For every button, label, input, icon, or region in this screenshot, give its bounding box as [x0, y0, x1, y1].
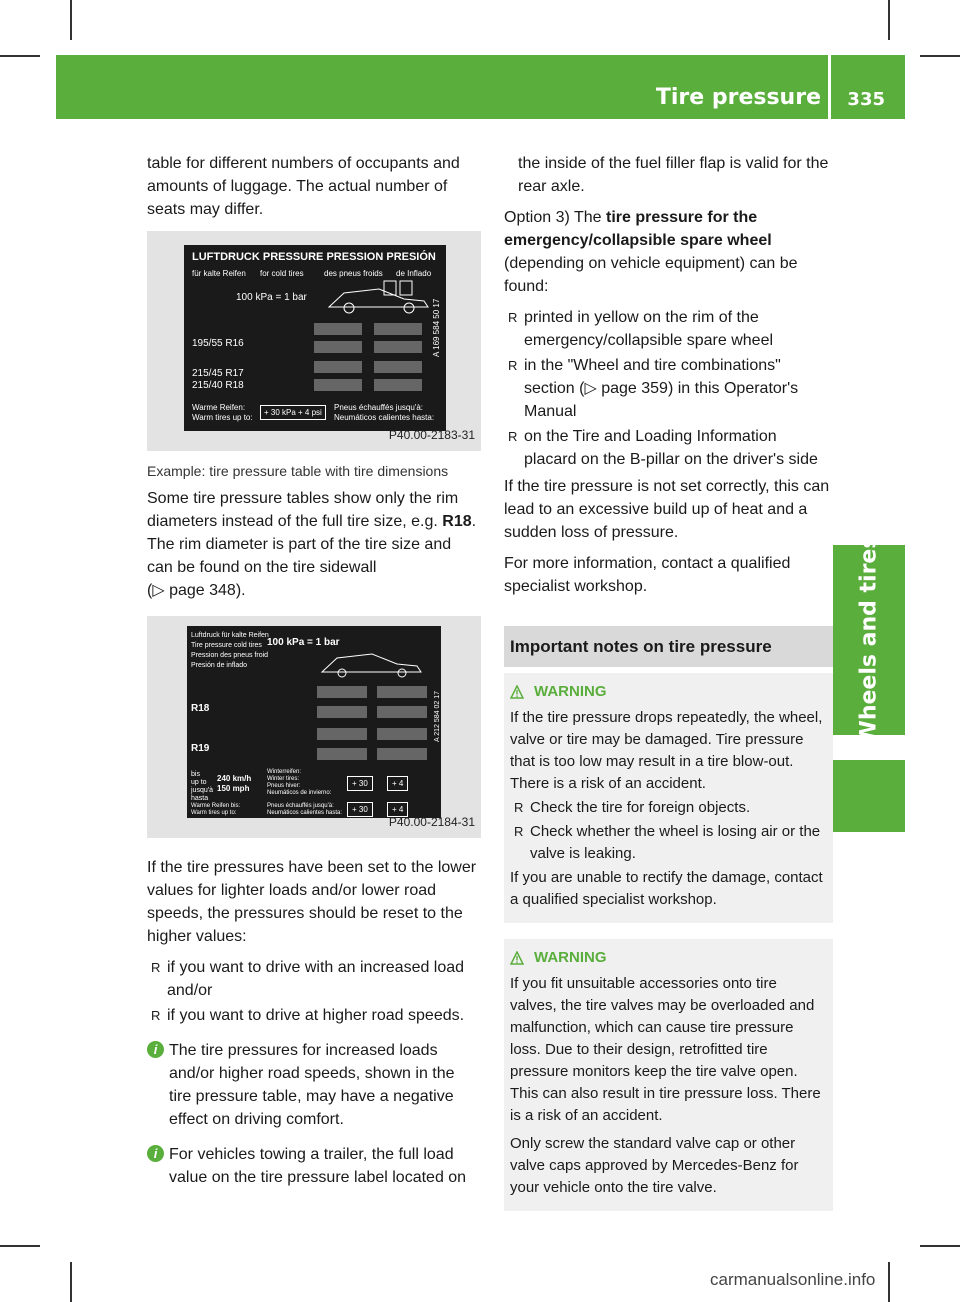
- label-subtitle: für kalte Reifen: [192, 269, 246, 278]
- bullet-item: R printed in yellow on the rim of the emergency/collapsible spare wheel: [504, 306, 833, 352]
- label-text: Winter tires:: [267, 776, 300, 782]
- page-title: Tire pressure: [655, 85, 821, 110]
- label-note: Warme Reifen:: [192, 403, 246, 412]
- label-title: LUFTDRUCK PRESSURE PRESSION PRESIÓN: [192, 251, 436, 263]
- label-text: Pneus échauffés jusqu'à:: [267, 803, 334, 809]
- pressure-cell: [374, 361, 422, 373]
- label-text: Neumáticos calientes hasta:: [267, 810, 343, 816]
- warning-text: Only screw the standard valve cap or other valve caps approved by Mercedes-Benz for your vehicle onto the tire valve.: [510, 1135, 799, 1196]
- pressure-cell: [317, 748, 367, 760]
- label-note: Neumáticos calientes hasta:: [334, 413, 435, 422]
- tire-size: 215/45 R17: [192, 368, 244, 379]
- figure-id: P40.00-2184-31: [388, 815, 475, 829]
- label-part-number: A 212 584 02 17: [434, 691, 441, 742]
- right-column: [504, 152, 833, 1227]
- info-note: [147, 1039, 481, 1131]
- label-text: up to: [191, 779, 207, 786]
- chapter-marker: [833, 760, 905, 832]
- paragraph: If the tire pressures have been set to the lower values for lighter loads and/or lower road speeds, the pressures should be reset to the higher values:: [147, 859, 477, 945]
- label-text: Winterreifen:: [267, 769, 302, 775]
- pressure-cell: [314, 341, 362, 353]
- paragraph: Option 3) The tire pressure for the emergency/collapsible spare wheel (depending on vehicle equipment) can be found:: [504, 209, 798, 295]
- pressure-cell: [377, 728, 427, 740]
- label-text: Pression des pneus froid: [191, 652, 269, 659]
- label-text: Warm tires up to:: [191, 810, 237, 816]
- paragraph: If the tire pressure is not set correctly, this can lead to an excessive build up of heat and a sudden loss of pressure.: [504, 478, 830, 541]
- label-text: Neumáticos de invierno:: [267, 790, 332, 796]
- info-text: For vehicles towing a trailer, the full load value on the tire pressure label located on: [169, 1146, 467, 1186]
- warning-triangle-icon: [510, 685, 524, 699]
- warning-heading: [510, 947, 827, 969]
- label-text: Luftdruck für kalte Reifen: [191, 632, 269, 639]
- pressure-cell: [314, 379, 362, 391]
- rim-size: R18: [191, 703, 210, 714]
- warning-box: [504, 673, 833, 923]
- label-delta: + 30: [347, 802, 373, 817]
- label-note: Pneus échauffés jusqu'à:: [334, 403, 423, 412]
- header-bar: [56, 55, 905, 119]
- label-text: Tire pressure cold tires: [191, 642, 262, 649]
- crop-mark: [920, 1245, 960, 1247]
- pressure-cell: [317, 728, 367, 740]
- speed-limit: 240 km/h: [217, 774, 252, 783]
- warning-label: WARNING: [534, 949, 607, 966]
- crop-mark: [888, 0, 890, 40]
- label-delta: + 30: [347, 776, 373, 791]
- bullet-item: R if you want to drive with an increased load and/or: [147, 956, 481, 1002]
- label-text: Presión de inflado: [191, 662, 248, 669]
- tire-pressure-label: [187, 626, 441, 818]
- warning-text: If you fit unsuitable accessories onto tire valves, the tire valves may be overloaded and malfunction, which can cause tire pressure loss. Due to their design, retrofitted tire pressure monitors keep the tire valve open. This can also result in tire pressure loss. There is a risk of an accident.: [510, 975, 821, 1124]
- label-subtitle: for cold tires: [260, 269, 304, 278]
- car-outline-icon: [324, 279, 434, 315]
- warning-triangle-icon: [510, 951, 524, 965]
- pressure-cell: [374, 323, 422, 335]
- label-text: bis: [191, 771, 200, 778]
- figure-tire-label-2: [147, 616, 481, 838]
- header-divider: [828, 55, 831, 119]
- label-subtitle: de Inflado: [396, 269, 432, 278]
- pressure-cell: [317, 686, 367, 698]
- bullet-item: R on the Tire and Loading Information placard on the B-pillar on the driver's side: [504, 425, 833, 471]
- label-delta: + 30 kPa + 4 psi: [260, 405, 326, 420]
- warning-heading: [510, 681, 827, 703]
- tire-size: 195/55 R16: [192, 338, 244, 349]
- pressure-cell: [374, 379, 422, 391]
- label-text: hasta: [191, 795, 209, 802]
- left-column: [147, 152, 481, 1199]
- figure-tire-label-1: [147, 231, 481, 451]
- crop-mark: [0, 55, 40, 57]
- pressure-cell: [377, 706, 427, 718]
- label-delta: + 4: [387, 802, 408, 817]
- paragraph: For more information, contact a qualified specialist workshop.: [504, 555, 791, 595]
- label-part-number: A 169 584 50 17: [432, 298, 441, 357]
- crop-mark: [70, 1262, 72, 1302]
- pressure-cell: [377, 686, 427, 698]
- label-note: Warm tires up to:: [192, 413, 253, 422]
- warning-label: WARNING: [534, 683, 607, 700]
- bullet-item: R Check the tire for foreign objects.: [510, 797, 827, 819]
- crop-mark: [0, 1245, 40, 1247]
- figure-id: P40.00-2183-31: [388, 428, 475, 442]
- crop-mark: [888, 1262, 890, 1302]
- label-text: Pneus hiver:: [267, 783, 301, 789]
- warning-text: If you are unable to rectify the damage, contact a qualified specialist workshop.: [510, 869, 823, 908]
- pressure-cell: [317, 706, 367, 718]
- pressure-cell: [374, 341, 422, 353]
- label-subtitle: des pneus froids: [324, 269, 383, 278]
- info-icon: i: [147, 1041, 164, 1058]
- rim-size: R19: [191, 743, 210, 754]
- label-text: Warme Reifen bis:: [191, 803, 241, 809]
- section-heading: Important notes on tire pressure: [504, 626, 833, 667]
- car-outline-icon: [317, 648, 427, 678]
- label-unit: 100 kPa = 1 bar: [236, 292, 307, 303]
- pressure-cell: [314, 361, 362, 373]
- chapter-tab-label: Wheels and tires: [856, 535, 882, 745]
- info-icon: i: [147, 1145, 164, 1162]
- speed-limit: 150 mph: [217, 784, 250, 793]
- info-text: The tire pressures for increased loads and/or higher road speeds, shown in the tire pressure table, may have a negative effect on driving comfort.: [169, 1042, 455, 1128]
- label-unit: 100 kPa = 1 bar: [267, 637, 340, 648]
- label-text: jusqu'à: [191, 787, 213, 794]
- paragraph: table for different numbers of occupants and amounts of luggage. The actual number of seats may differ.: [147, 155, 460, 218]
- bullet-item: R in the "Wheel and tire combinations" section (▷ page 359) in this Operator's Manual: [504, 354, 833, 423]
- pressure-cell: [377, 748, 427, 760]
- pressure-cell: [314, 323, 362, 335]
- watermark: carmanualsonline.info: [710, 1270, 876, 1289]
- warning-box: [504, 939, 833, 1211]
- crop-mark: [920, 55, 960, 57]
- tire-pressure-label: [184, 245, 446, 431]
- crop-mark: [70, 0, 72, 40]
- paragraph: the inside of the fuel filler flap is valid for the rear axle.: [518, 155, 829, 195]
- info-note: [147, 1143, 481, 1189]
- bullet-item: R if you want to drive at higher road speeds.: [147, 1004, 481, 1027]
- chapter-tab: [833, 535, 905, 745]
- figure-caption: Example: tire pressure table with tire dimensions: [147, 463, 449, 479]
- warning-text: If the tire pressure drops repeatedly, the wheel, valve or tire may be damaged. Tire pressure that is too low may result in a tire blow-out. There is a risk of an accident.: [510, 709, 823, 792]
- label-delta: + 4: [387, 776, 408, 791]
- paragraph: Some tire pressure tables show only the rim diameters instead of the full tire size, e.g. R18. The rim diameter is part of the tire size and can be found on the tire sidewall (▷ page 348).: [147, 490, 477, 599]
- bullet-item: R Check whether the wheel is losing air or the valve is leaking.: [510, 821, 827, 865]
- page-number: 335: [847, 89, 885, 110]
- tire-size: 215/40 R18: [192, 380, 244, 391]
